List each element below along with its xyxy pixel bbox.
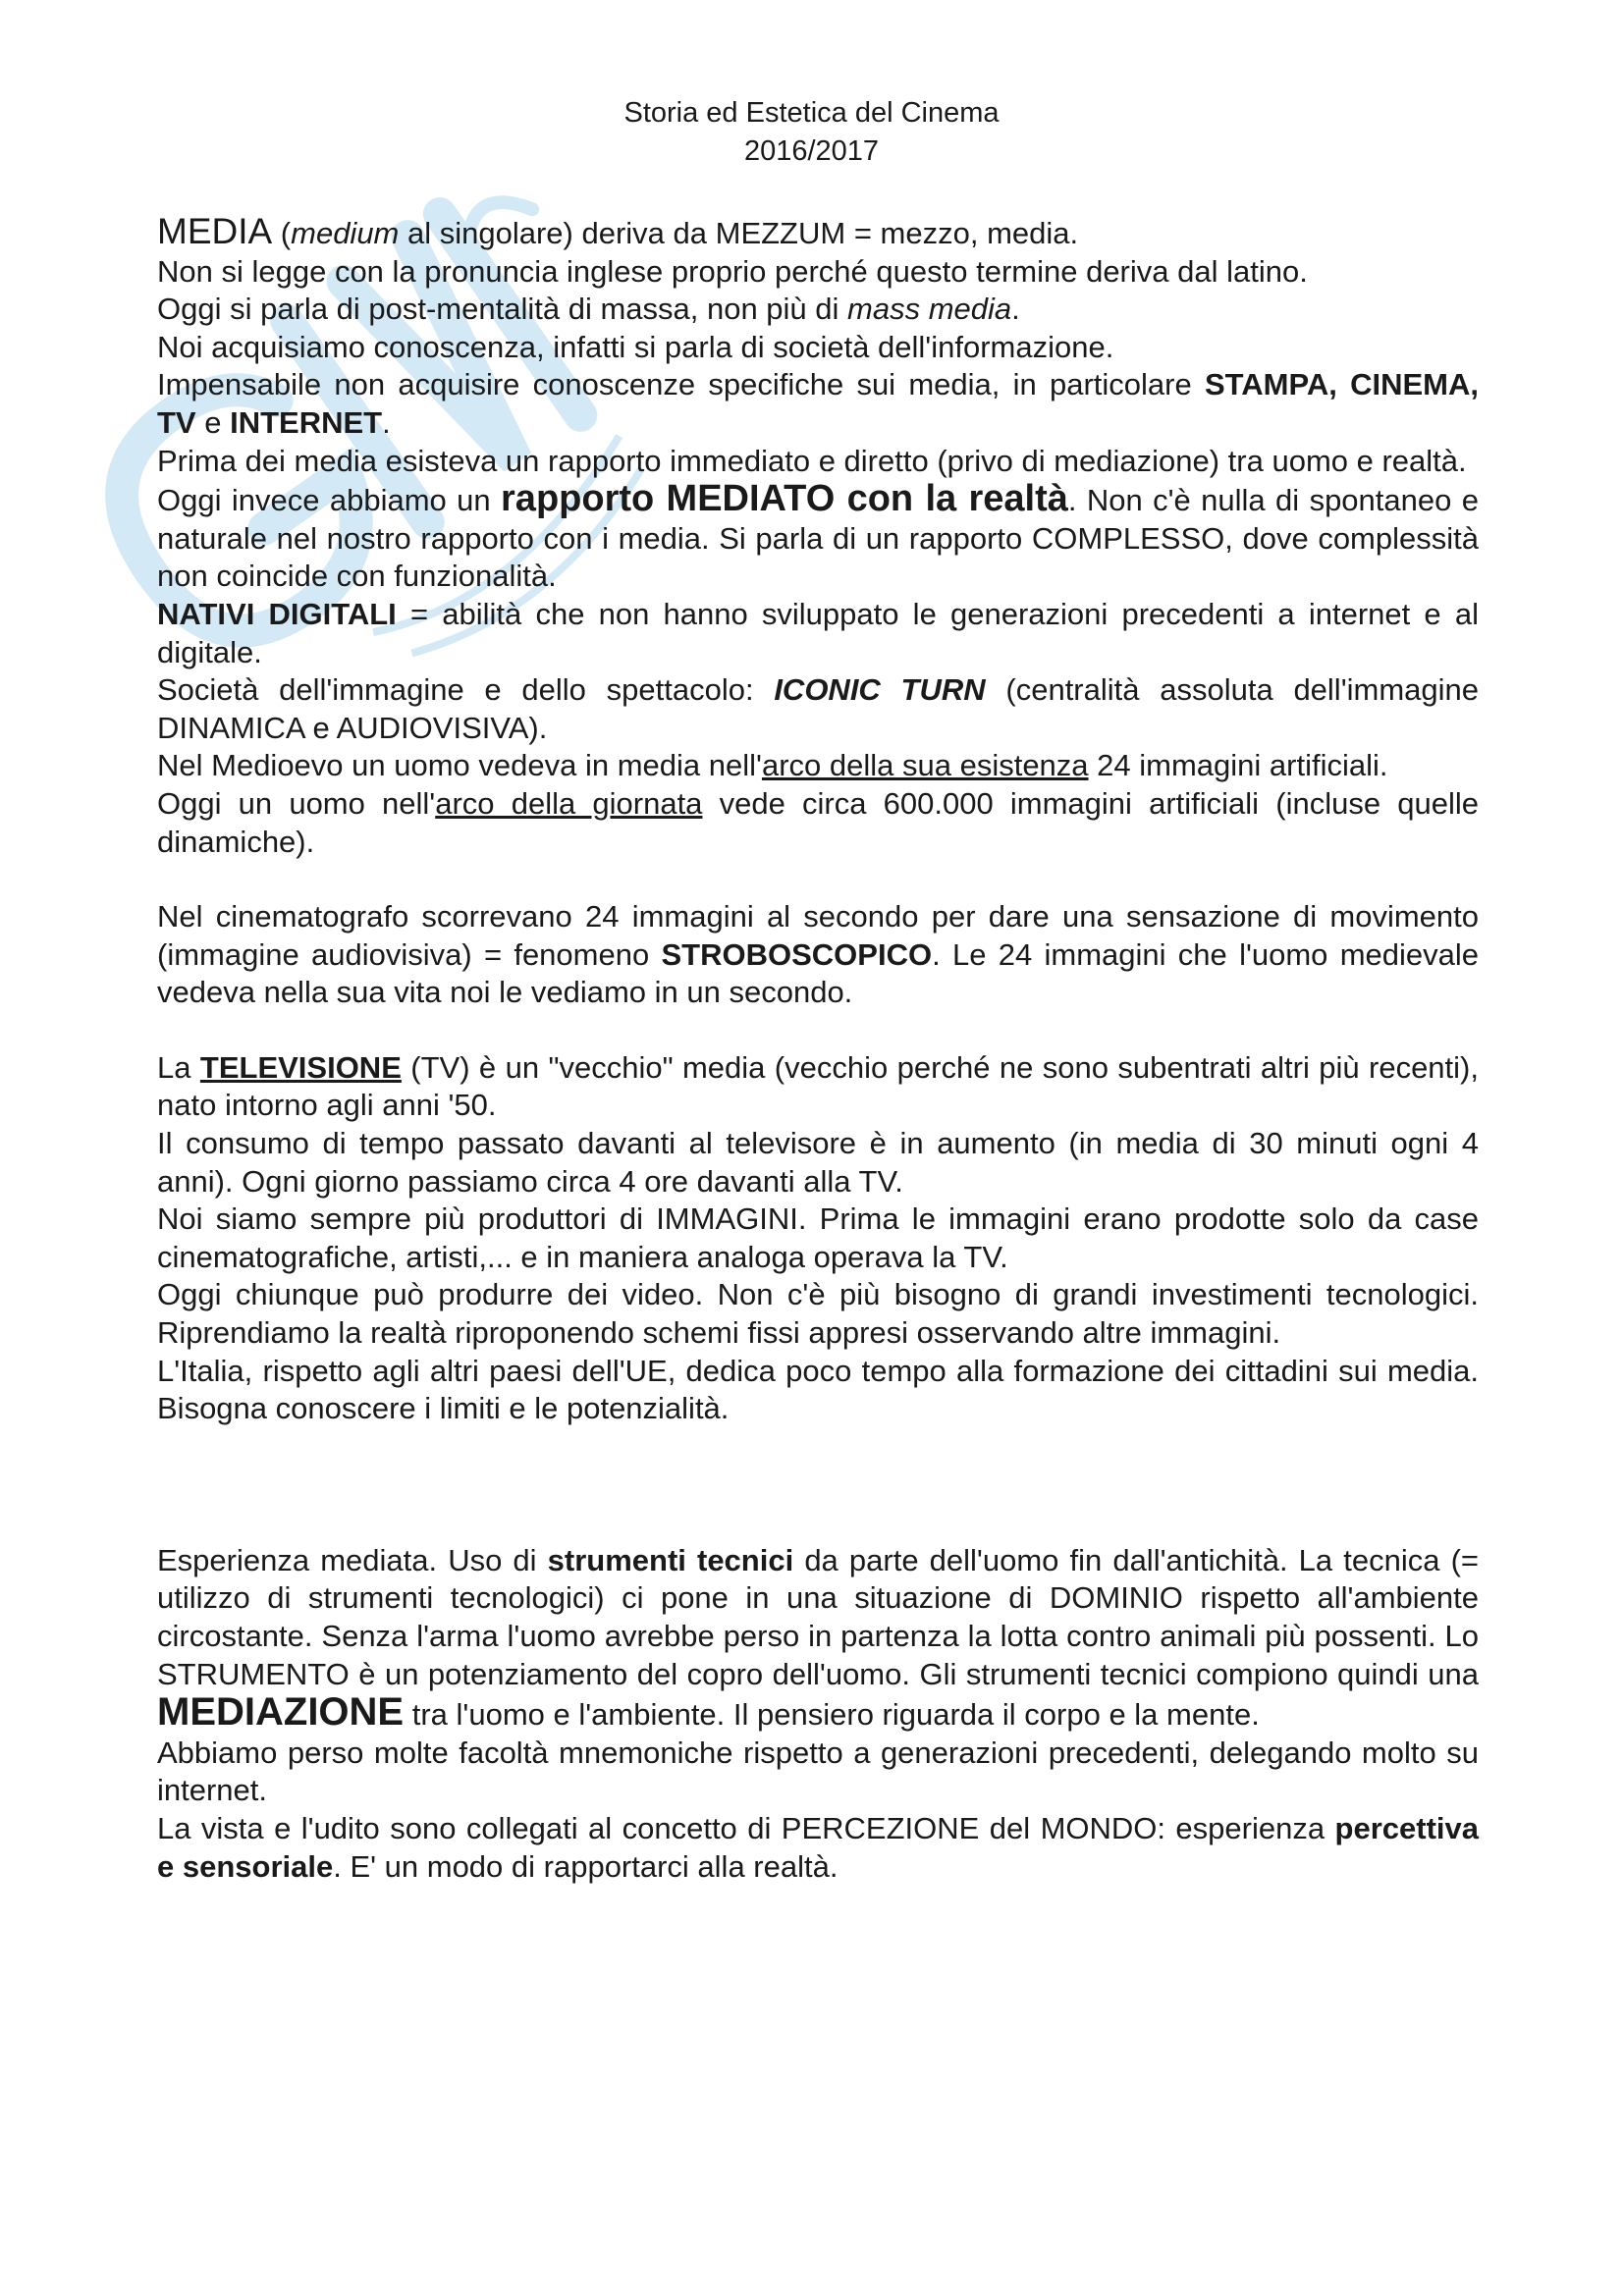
- paragraph: Nel Medioevo un uomo vedeva in media nell'arco della sua esistenza 24 immagini artificiali.: [157, 748, 1388, 783]
- paragraph: Oggi invece abbiamo un rapporto MEDIATO con la realtà. Non c'è nulla di spontaneo e naturale nel nostro rapporto con i media. Si parla di un rapporto COMPLESSO, dove complessità non coincide con funzionalità.: [157, 478, 1479, 594]
- paragraph: Oggi chiunque può produrre dei video. Non c'è più bisogno di grandi investimenti tecnologici. Riprendiamo la realtà riproponendo schemi fissi appresi osservando altre immagini.: [157, 1277, 1479, 1351]
- paragraph: Oggi un uomo nell'arco della giornata vede circa 600.000 immagini artificiali (incluse quelle dinamiche).: [157, 785, 1479, 859]
- page-header: [0, 94, 1623, 171]
- academic-year: 2016/2017: [743, 135, 880, 167]
- paragraph: L'Italia, rispetto agli altri paesi dell'UE, dedica poco tempo alla formazione dei cittadini sui media. Bisogna conoscere i limiti e le potenzialità.: [157, 1353, 1479, 1426]
- paragraph: MEDIA (medium al singolare) deriva da MEZZUM = mezzo, media.: [157, 211, 1079, 251]
- course-title: Storia ed Estetica del Cinema: [623, 97, 1000, 129]
- paragraph: Il consumo di tempo passato davanti al televisore è in aumento (in media di 30 minuti ogni 4 anni). Ogni giorno passiamo circa 4 ore davanti alla TV.: [157, 1126, 1479, 1199]
- document-body: [157, 213, 1479, 1886]
- paragraph: Nel cinematografo scorrevano 24 immagini al secondo per dare una sensazione di movimento (immagine audiovisiva) = fenomeno STROBOSCOPICO. Le 24 immagini che l'uomo medievale vedeva nella sua vita noi le vediamo in un secondo.: [157, 899, 1479, 1010]
- paragraph: La vista e l'udito sono collegati al concetto di PERCEZIONE del MONDO: esperienza percettiva e sensoriale. E' un modo di rapportarci alla realtà.: [157, 1810, 1479, 1884]
- paragraph: Noi acquisiamo conoscenza, infatti si parla di società dell'informazione.: [157, 329, 1114, 364]
- paragraph: Non si legge con la pronuncia inglese proprio perché questo termine deriva dal latino.: [157, 253, 1308, 289]
- paragraph: Società dell'immagine e dello spettacolo: ICONIC TURN (centralità assoluta dell'immagine DINAMICA e AUDIOVISIVA).: [157, 672, 1479, 745]
- paragraph: Esperienza mediata. Uso di strumenti tecnici da parte dell'uomo fin dall'antichità. La tecnica (= utilizzo di strumenti tecnologici) ci pone in una situazione di DOMINIO rispetto all'ambiente circostante. Senza l'arma l'uomo avrebbe perso in partenza la lotta contro animali più possenti. Lo STRUMENTO è un potenziamento del copro dell'uomo. Gli strumenti tecnici compiono quindi una MEDIAZIONE tra l'uomo e l'ambiente. Il pensiero riguarda il corpo e la mente.: [157, 1542, 1480, 1735]
- paragraph: Prima dei media esisteva un rapporto immediato e diretto (privo di mediazione) tra uomo e realtà.: [157, 443, 1467, 478]
- paragraph: Impensabile non acquisire conoscenze specifiche sui media, in particolare STAMPA, CINEMA, TV e INTERNET.: [157, 367, 1479, 440]
- paragraph: Oggi si parla di post-mentalità di massa, non più di mass media.: [157, 292, 1020, 327]
- paragraph: Abbiamo perso molte facoltà mnemoniche rispetto a generazioni precedenti, delegando molto su internet.: [157, 1735, 1479, 1808]
- paragraph: La TELEVISIONE (TV) è un "vecchio" media (vecchio perché ne sono subentrati altri più recenti), nato intorno agli anni '50.: [157, 1049, 1479, 1123]
- paragraph: NATIVI DIGITALI = abilità che non hanno sviluppato le generazioni precedenti a internet e al digitale.: [157, 596, 1479, 669]
- paragraph: Noi siamo sempre più produttori di IMMAGINI. Prima le immagini erano prodotte solo da case cinematografiche, artisti,... e in maniera analoga operava la TV.: [157, 1201, 1479, 1274]
